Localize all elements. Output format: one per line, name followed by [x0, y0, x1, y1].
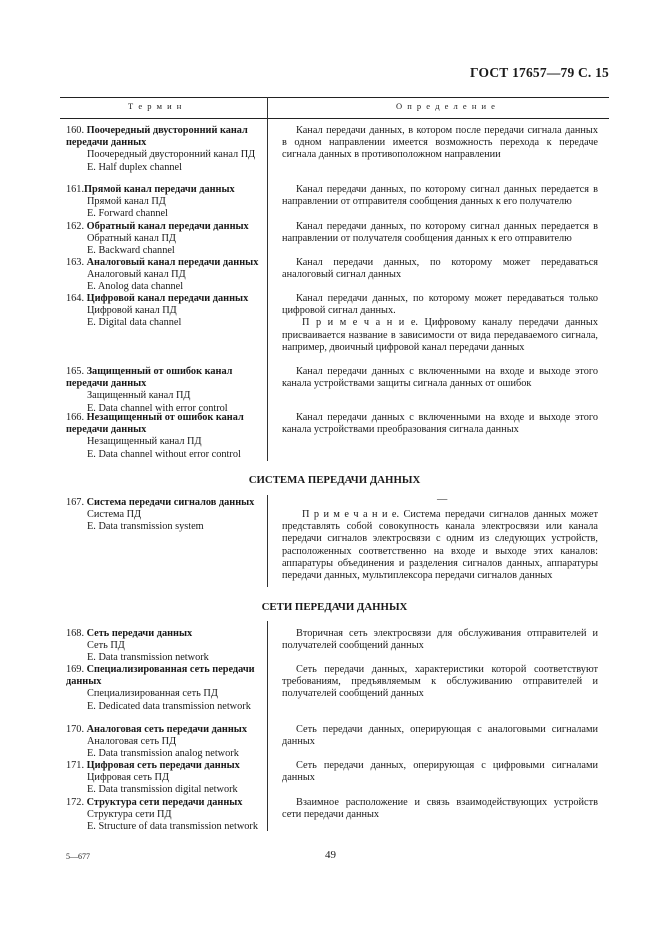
- definition-161: Канал передачи данных, по которому сигнал данных передается в направлении от отправителя сообщения данных к его получателю: [282, 184, 598, 208]
- term-entry-161: 161.Прямой канал передачи данных Прямой канал ПД E. Forward channel: [66, 184, 235, 220]
- definition-171: Сеть передачи данных, оперирующая с цифровыми сигналами данных: [282, 760, 598, 784]
- definition-168: Вторичная сеть электросвязи для обслуживания отправителей и получателей сообщений данных: [282, 628, 598, 652]
- term-entry-166: 166. Незащищенный от ошибок канал передачи данных Незащищенный канал ПД E. Data channel without error control: [66, 412, 244, 460]
- term-entry-168: 168. Сеть передачи данных Сеть ПД E. Data transmission network: [66, 628, 209, 664]
- term-entry-167: 167. Система передачи сигналов данных Система ПД E. Data transmission system: [66, 497, 255, 533]
- definition-170: Сеть передачи данных, оперирующая с аналоговыми сигналами данных: [282, 724, 598, 748]
- table-header-rule: [60, 118, 609, 119]
- note-164: П р и м е ч а н и е. Цифровому каналу передачи данных присваивается название в зависимости от вида передаваемого сигнала, например, двоичный цифровой канал передачи данных: [282, 317, 598, 353]
- term-entry-165: 165. Защищенный от ошибок канал передачи данных Защищенный канал ПД E. Data channel with error control: [66, 366, 233, 414]
- definition-165: Канал передачи данных с включенными на входе и выходе этого канала устройствами защиты сигнала данных от ошибок: [282, 366, 598, 390]
- definition-172: Взаимное расположение и связь взаимодействующих устройств сети передачи данных: [282, 797, 598, 821]
- page-number: 49: [325, 849, 336, 861]
- section-heading-networks: СЕТИ ПЕРЕДАЧИ ДАННЫХ: [261, 601, 408, 613]
- term-entry-169: 169. Специализированная сеть передачи данных Специализированная сеть ПД E. Dedicated data transmission network: [66, 664, 255, 712]
- term-entry-160: 160. Поочередный двусторонний канал передачи данных Поочередный двусторонний канал ПД E. Half duplex channel: [66, 125, 256, 173]
- term-entry-170: 170. Аналоговая сеть передачи данных Аналоговая сеть ПД E. Data transmission analog network: [66, 724, 247, 760]
- definition-166: Канал передачи данных с включенными на входе и выходе этого канала устройствами преобразования сигнала данных: [282, 412, 598, 436]
- term-entry-163: 163. Аналоговый канал передачи данных Аналоговый канал ПД E. Anolog data channel: [66, 257, 259, 293]
- term-entry-164: 164. Цифровой канал передачи данных Цифровой канал ПД E. Digital data channel: [66, 293, 249, 329]
- term-entry-171: 171. Цифровая сеть передачи данных Цифровая сеть ПД E. Data transmission digital network: [66, 760, 240, 796]
- definition-169: Сеть передачи данных, характеристики которой соответствуют требованиям, предъявляемым к обслуживанию отправителей и получателей сообщений данных: [282, 664, 598, 700]
- section-heading-system: СИСТЕМА ПЕРЕДАЧИ ДАННЫХ: [248, 474, 421, 486]
- term-entry-172: 172. Структура сети передачи данных Структура сети ПД E. Structure of data transmission network: [66, 797, 259, 833]
- column-divider: [267, 621, 268, 831]
- definition-162: Канал передачи данных, по которому сигнал данных передается в направлении от получателя сообщения данных к его отправителю: [282, 221, 598, 245]
- definition-160: Канал передачи данных, в котором после передачи сигнала данных в одном направлении имеется возможность перехода к передаче сигнала данных в противоположном направлении: [282, 125, 598, 161]
- column-header-term: Т е р м и н: [128, 101, 183, 111]
- table-top-rule: [60, 97, 609, 98]
- column-header-definition: О п р е д е л е н и е: [396, 101, 497, 111]
- note-167: П р и м е ч а н и е. Система передачи сигналов данных может представлять собой совокупность канала электросвязи или канала передачи сигналов электросвязи с одним из следующих устройств, расположенных соответственно на входе и выходе этих каналов: аппаратуры объединения и разделения сигналов данных, аппаратуры передачи данных, мультиплексора передачи сигналов данных: [282, 509, 598, 582]
- definition-164: Канал передачи данных, по которому может передаваться только цифровой сигнал данных. П р и м е ч а н и е. Цифровому каналу передачи данных присваивается название в зависимости от вида передаваемого сигнала, например, двоичный цифровой канал передачи данных: [282, 293, 598, 353]
- term-entry-162: 162. Обратный канал передачи данных Обратный канал ПД E. Backward channel: [66, 221, 249, 257]
- definition-163: Канал передачи данных, по которому может передаваться аналоговый сигнал данных: [282, 257, 598, 281]
- column-divider: [267, 495, 268, 587]
- footer-code: 5—677: [66, 852, 90, 861]
- document-header: ГОСТ 17657—79 С. 15: [470, 65, 609, 80]
- column-divider: [267, 97, 268, 461]
- definition-167-dash: —: [437, 494, 448, 505]
